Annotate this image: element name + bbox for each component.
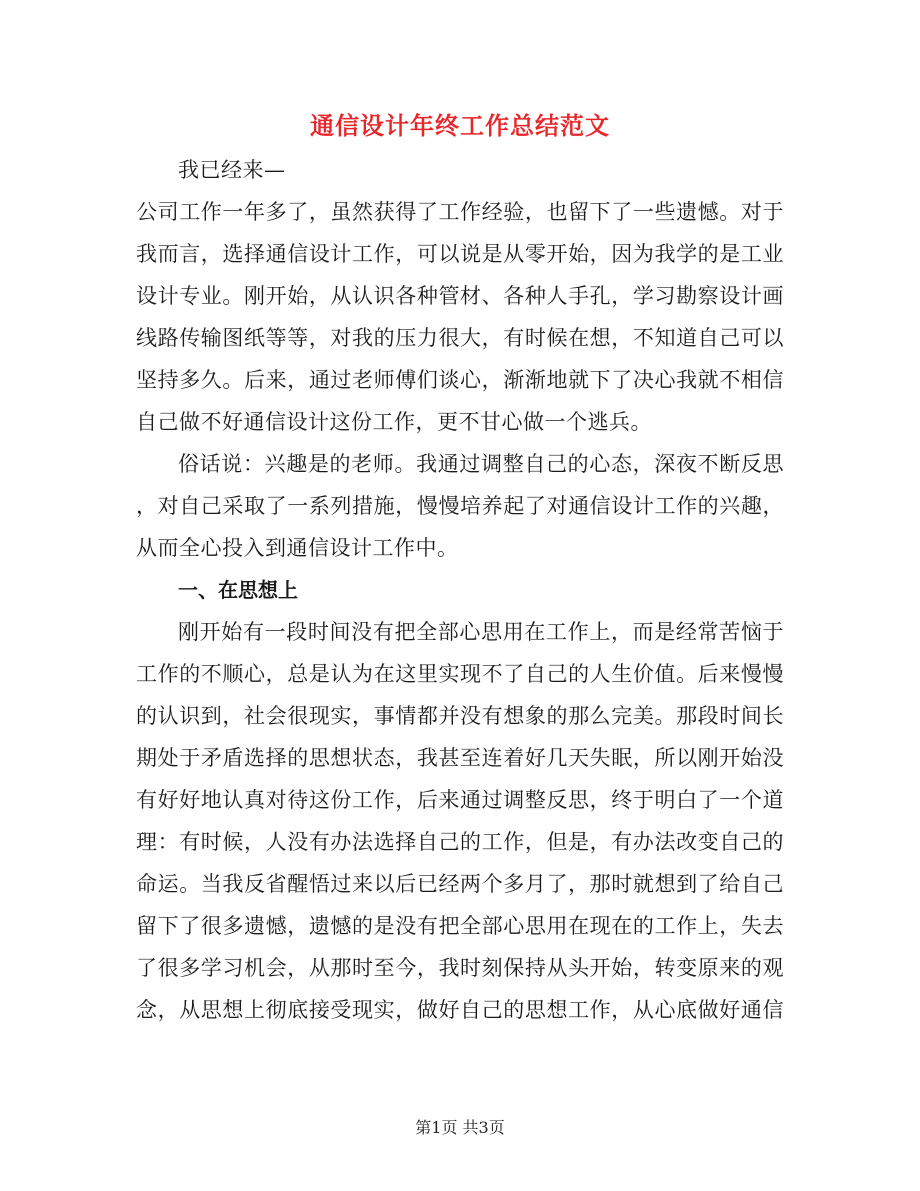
section-heading: 一、在思想上 xyxy=(178,578,298,602)
paragraph-line: 工作的不顺心，总是认为在这里实现不了自己的人生价值。后来慢慢 xyxy=(136,662,784,686)
paragraph-line: 坚持多久。后来，通过老师傅们谈心，渐渐地就下了决心我就不相信 xyxy=(136,368,784,392)
paragraph-line: 线路传输图纸等等，对我的压力很大，有时候在想，不知道自己可以 xyxy=(136,326,784,350)
page-number: 第1页 共3页 xyxy=(415,1118,505,1137)
paragraph-line: 我已经来— xyxy=(178,158,286,182)
paragraph-line: 自己做不好通信设计这份工作，更不甘心做一个逃兵。 xyxy=(136,410,652,434)
paragraph-line: 有好好地认真对待这份工作，后来通过调整反思，终于明白了一个道 xyxy=(136,788,784,812)
paragraph-line: 刚开始有一段时间没有把全部心思用在工作上，而是经常苦恼于 xyxy=(178,620,784,644)
paragraph-line: 念，从思想上彻底接受现实，做好自己的思想工作，从心底做好通信 xyxy=(136,998,784,1022)
paragraph-line: 期处于矛盾选择的思想状态，我甚至连着好几天失眠，所以刚开始没 xyxy=(136,746,784,770)
paragraph-line: 了很多学习机会，从那时至今，我时刻保持从头开始，转变原来的观 xyxy=(136,956,784,980)
paragraph-line: 的认识到，社会很现实，事情都并没有想象的那么完美。那段时间长 xyxy=(136,704,784,728)
paragraph-line: 设计专业。刚开始，从认识各种管材、各种人手孔，学习勘察设计画 xyxy=(136,284,784,308)
paragraph-line: 留下了很多遗憾，遗憾的是没有把全部心思用在现在的工作上，失去 xyxy=(136,914,784,938)
document-title: 通信设计年终工作总结范文 xyxy=(310,112,610,140)
paragraph-line: 俗话说：兴趣是的老师。我通过调整自己的心态，深夜不断反思 xyxy=(178,452,784,476)
paragraph-line: 公司工作一年多了，虽然获得了工作经验，也留下了一些遗憾。对于 xyxy=(136,200,784,224)
paragraph-line: 理：有时候，人没有办法选择自己的工作，但是，有办法改变自己的 xyxy=(136,830,784,854)
paragraph-line: 从而全心投入到通信设计工作中。 xyxy=(136,536,459,560)
paragraph-line: ，对自己采取了一系列措施，慢慢培养起了对通信设计工作的兴趣， xyxy=(136,494,784,518)
paragraph-line: 我而言，选择通信设计工作，可以说是从零开始，因为我学的是工业 xyxy=(136,242,784,266)
paragraph-line: 命运。当我反省醒悟过来以后已经两个多月了，那时就想到了给自己 xyxy=(136,872,784,896)
